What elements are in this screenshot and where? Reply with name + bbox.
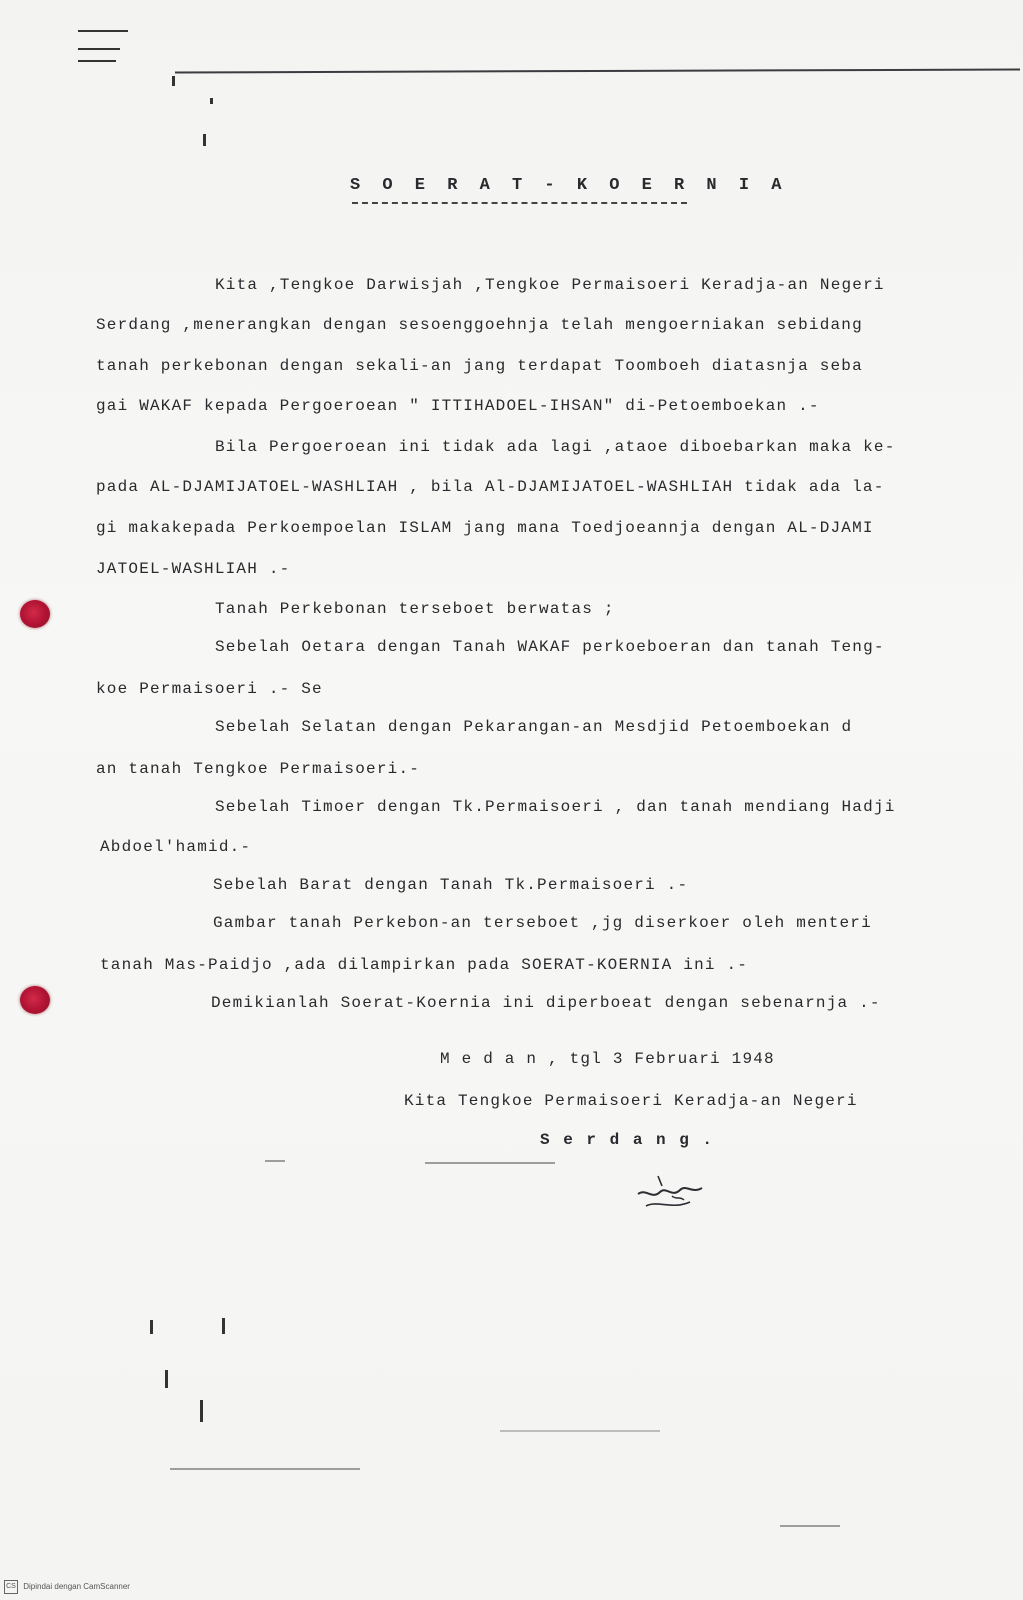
punch-hole — [20, 986, 50, 1014]
body-line: pada AL-DJAMIJATOEL-WASHLIAH , bila Al-DJAMIJATOEL-WASHLIAH tidak ada la- — [96, 478, 885, 496]
body-line: Kita ,Tengkoe Darwisjah ,Tengkoe Permaisoeri Keradja-an Negeri — [215, 276, 885, 294]
body-line: gai WAKAF kepada Pergoeroean " ITTIHADOEL-IHSAN" di-Petoemboekan .- — [96, 397, 820, 415]
top-rule — [175, 69, 1020, 74]
body-line: Sebelah Timoer dengan Tk.Permaisoeri , dan tanah mendiang Hadji — [215, 798, 896, 816]
scanner-watermark — [4, 1580, 130, 1594]
margin-mark — [78, 30, 128, 32]
body-line: koe Permaisoeri .- Se — [96, 680, 323, 698]
body-line: JATOEL-WASHLIAH .- — [96, 560, 291, 578]
body-line: Sebelah Selatan dengan Pekarangan-an Mesdjid Petoemboekan d — [215, 718, 853, 736]
ink-mark — [150, 1320, 153, 1334]
signatory-region: S e r d a n g . — [540, 1131, 715, 1149]
punch-hole — [20, 600, 50, 628]
body-line: Gambar tanah Perkebon-an terseboet ,jg diserkoer oleh menteri — [213, 914, 872, 932]
ink-mark — [222, 1318, 225, 1334]
title-underline — [352, 202, 687, 204]
body-line: Sebelah Oetara dengan Tanah WAKAF perkoeboeran dan tanah Teng- — [215, 638, 885, 656]
camscanner-icon: CS — [4, 1580, 18, 1594]
body-line: tanah Mas-Paidjo ,ada dilampirkan pada SOERAT-KOERNIA ini .- — [100, 956, 749, 974]
body-line: Tanah Perkebonan terseboet berwatas ; — [215, 600, 615, 618]
ink-mark — [172, 76, 175, 86]
ink-smudge — [500, 1430, 660, 1432]
ink-smudge — [265, 1160, 285, 1162]
body-line: Abdoel'hamid.- — [100, 838, 252, 856]
body-line: Demikianlah Soerat-Koernia ini diperboeat dengan sebenarnja .- — [211, 994, 881, 1012]
scanner-text: Dipindai dengan CamScanner — [23, 1582, 130, 1592]
ink-mark — [210, 98, 213, 104]
ink-mark — [203, 134, 206, 146]
ink-smudge — [780, 1525, 840, 1527]
document-title: S O E R A T - K O E R N I A — [350, 176, 788, 195]
signatory-title: Kita Tengkoe Permaisoeri Keradja-an Negeri — [404, 1092, 858, 1110]
body-line: Serdang ,menerangkan dengan sesoenggoehnja telah mengoerniakan sebidang — [96, 316, 863, 334]
handwritten-signature — [632, 1170, 712, 1220]
ink-mark — [165, 1370, 168, 1388]
margin-mark — [78, 60, 116, 62]
body-line: an tanah Tengkoe Permaisoeri.- — [96, 760, 421, 778]
ink-smudge — [170, 1468, 360, 1470]
ink-smudge — [425, 1162, 555, 1164]
place-date: M e d a n , tgl 3 Februari 1948 — [440, 1050, 775, 1068]
body-line: Sebelah Barat dengan Tanah Tk.Permaisoeri .- — [213, 876, 689, 894]
body-line: gi makakepada Perkoempoelan ISLAM jang mana Toedjoeannja dengan AL-DJAMI — [96, 519, 874, 537]
ink-mark — [200, 1400, 203, 1422]
margin-mark — [78, 48, 120, 50]
body-line: Bila Pergoeroean ini tidak ada lagi ,ataoe diboebarkan maka ke- — [215, 438, 896, 456]
body-line: tanah perkebonan dengan sekali-an jang terdapat Toomboeh diatasnja seba — [96, 357, 863, 375]
